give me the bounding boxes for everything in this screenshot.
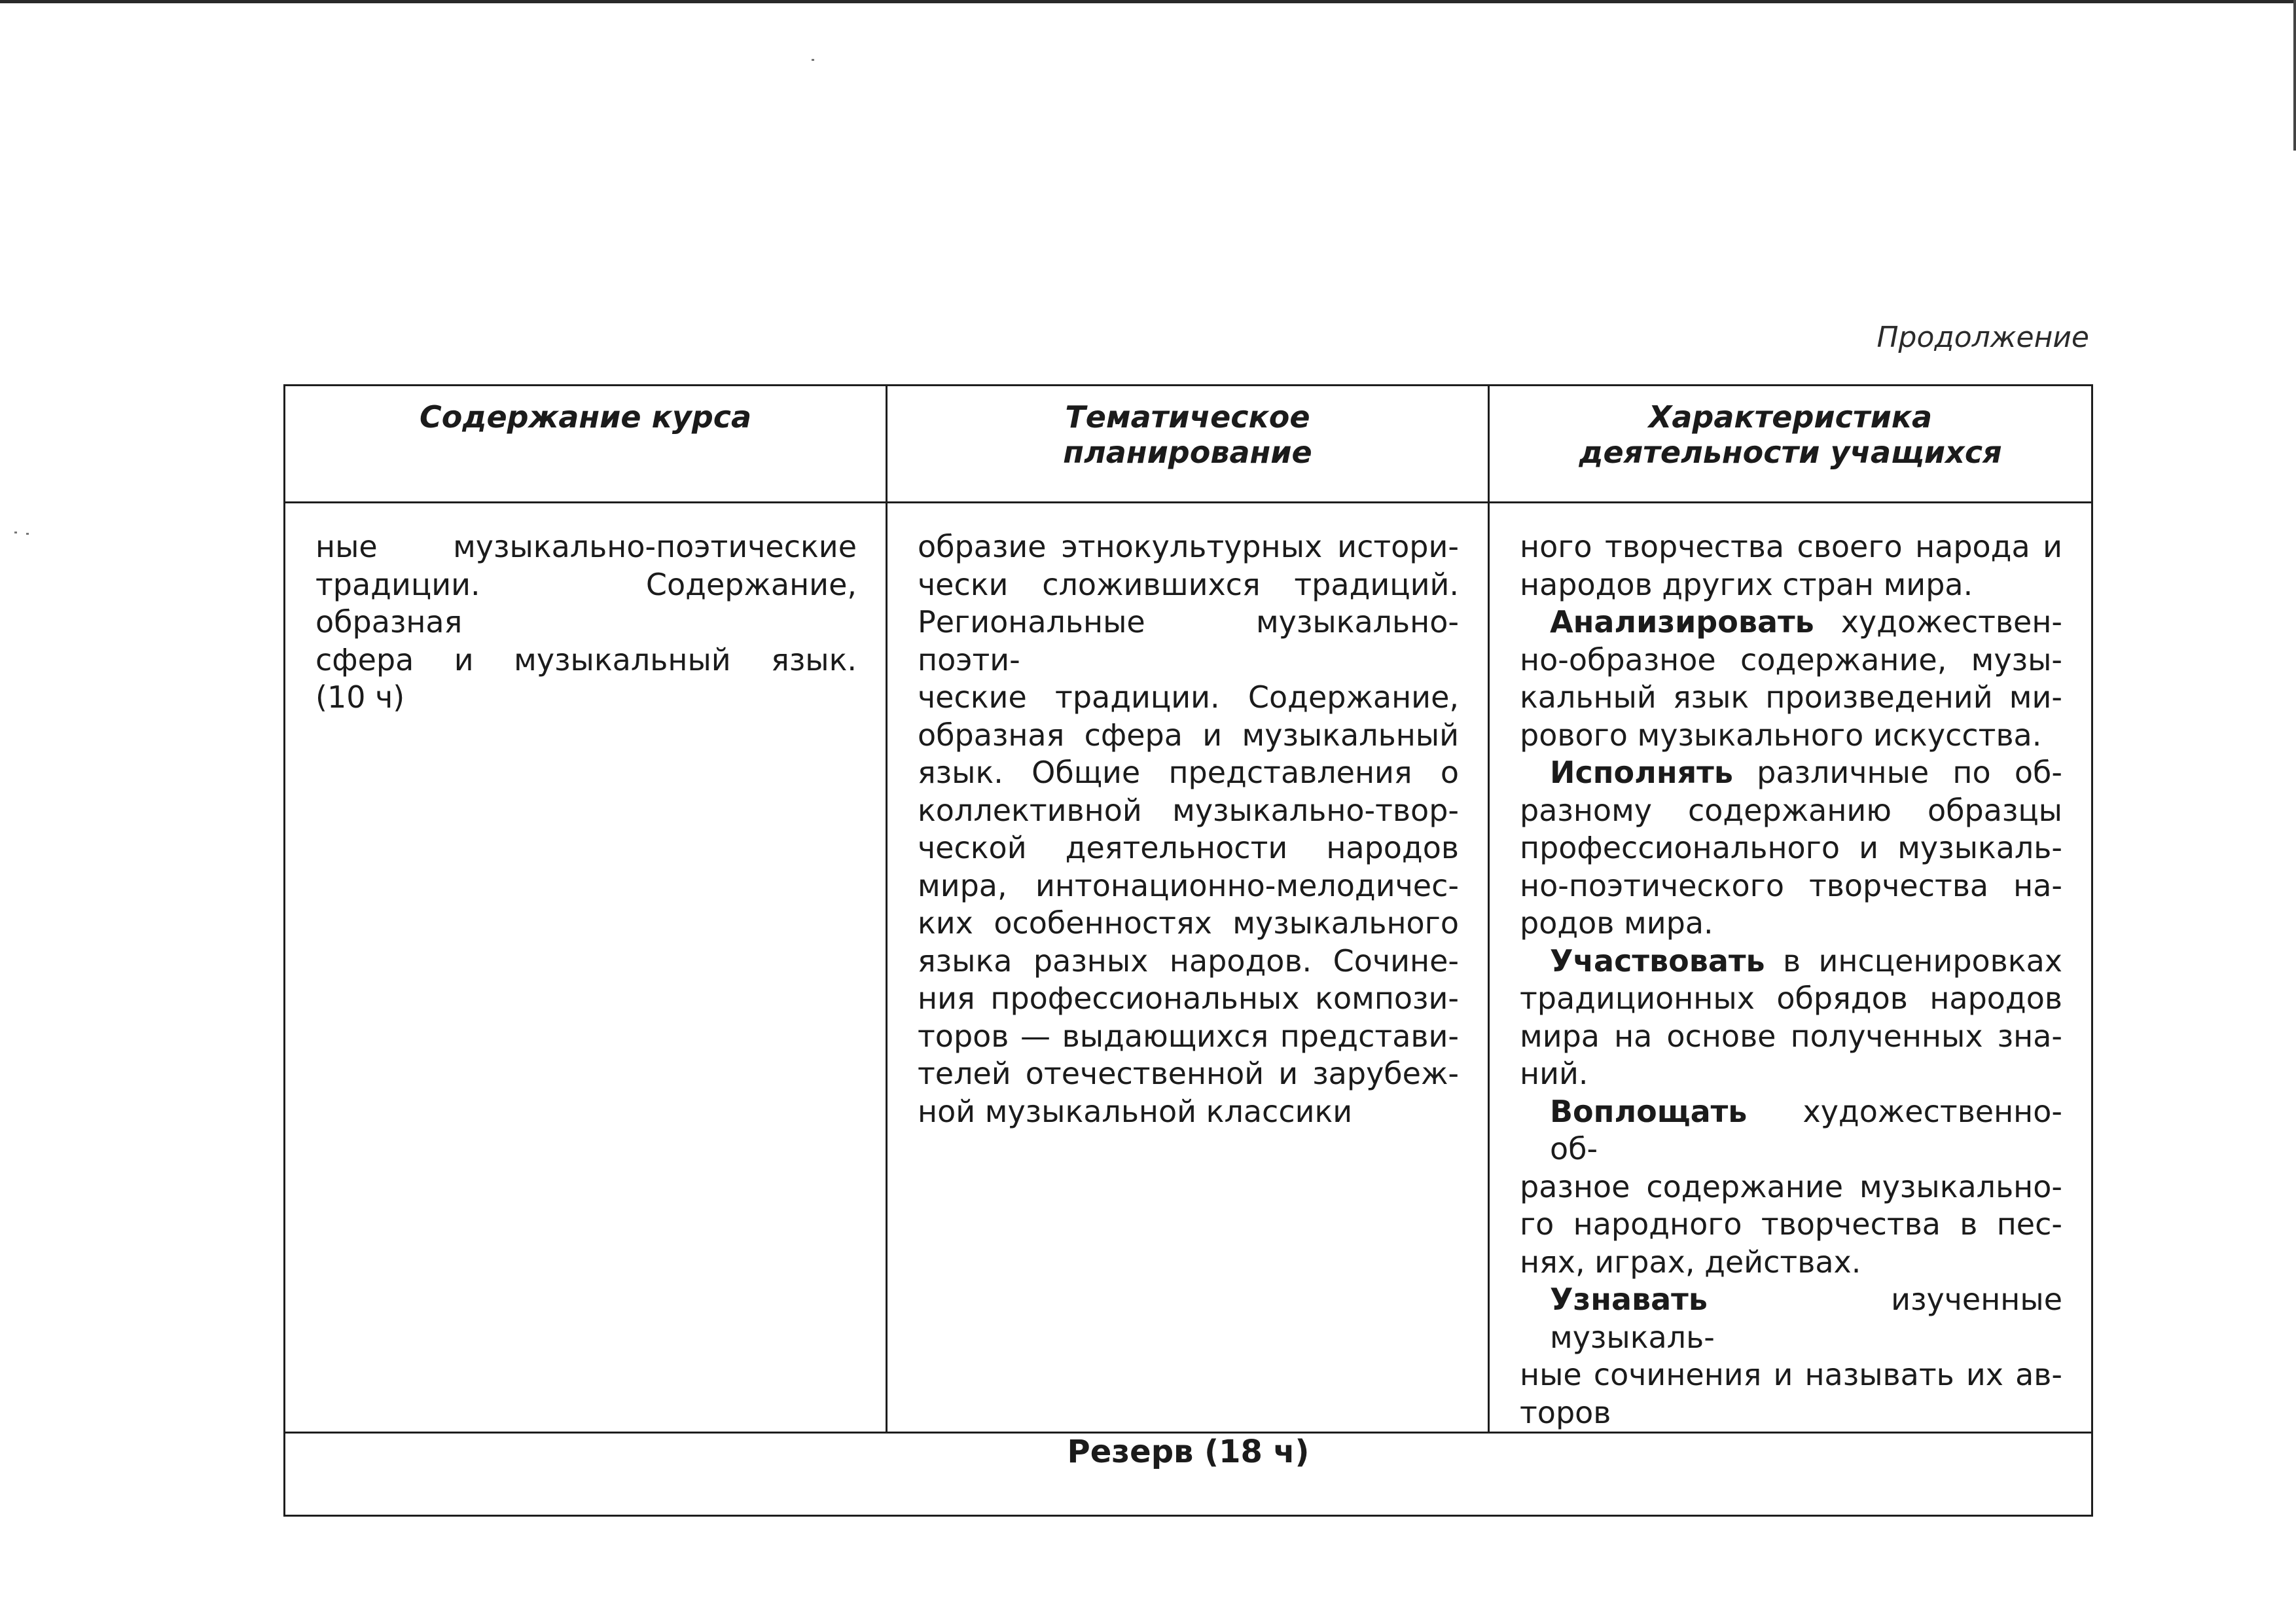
activity-paragraph-first-line <box>1520 604 2062 641</box>
table-reserve-row <box>285 1433 2092 1516</box>
header-student-activity <box>1489 386 2092 503</box>
activity-verb: Участвовать <box>1550 943 1765 979</box>
text-line: (10 ч) <box>315 679 405 715</box>
course-table <box>283 384 2093 1517</box>
activity-verb: Воплощать <box>1550 1093 1748 1129</box>
text-line: ческой деятельности народов <box>918 830 1459 865</box>
thematic-planning-cell <box>887 503 1489 1433</box>
text-line: народов других стран мира. <box>1520 566 1973 602</box>
text-line: образие этнокультурных истори- <box>918 529 1459 564</box>
text-line: мира на основе полученных зна- <box>1520 1018 2062 1054</box>
text-line: разное содержание музыкально- <box>1520 1168 2062 1204</box>
activity-paragraph-first-line <box>1520 754 2062 792</box>
text-line: ные сочинения и называть их ав- <box>1520 1357 2062 1392</box>
text-line: язык. Общие представления о <box>918 755 1459 790</box>
activity-text: изученные музыкаль- <box>1550 1282 2062 1355</box>
activity-text: художествен- <box>1840 604 2062 640</box>
scan-speck <box>14 532 17 533</box>
text-line: разному содержанию образцы <box>1520 792 2062 828</box>
activity-paragraph-first-line <box>1520 1281 2062 1356</box>
activity-text: различные по об- <box>1757 755 2063 790</box>
header-course-content-line: Содержание курса <box>419 399 752 435</box>
course-content-cell <box>285 503 887 1433</box>
text-line: традиционных обрядов народов <box>1520 981 2062 1016</box>
text-line: торов — выдающихся представи- <box>918 1018 1459 1054</box>
header-student-activity-line: деятельности учащихся <box>1579 435 2002 470</box>
header-course-content <box>285 386 887 503</box>
text-line: родов мира. <box>1520 905 1713 941</box>
text-line: ний. <box>1520 1056 1588 1091</box>
student-activity-cell <box>1489 503 2092 1433</box>
text-line: кальный язык произведений ми- <box>1520 679 2062 715</box>
text-line: нях, играх, действах. <box>1520 1244 1861 1280</box>
text-line: но-поэтического творчества на- <box>1520 867 2062 903</box>
text-line: но-образное содержание, музы- <box>1520 641 2062 677</box>
text-line: ной музыкальной классики <box>918 1093 1353 1129</box>
reserve-hours: Резерв (18 ч) <box>285 1433 2092 1516</box>
text-line: профессионального и музыкаль- <box>1520 830 2062 865</box>
activity-text: художественно-об- <box>1550 1093 2062 1166</box>
header-thematic-planning <box>887 386 1489 503</box>
scan-edge-right <box>2293 0 2296 151</box>
header-thematic-planning-line: планирование <box>1063 435 1312 470</box>
activity-verb: Узнавать <box>1550 1282 1708 1317</box>
text-line: ких особенностях музыкального <box>918 905 1459 941</box>
text-line: телей отечественной и зарубеж- <box>918 1056 1459 1091</box>
activity-paragraph-first-line <box>1520 943 2062 981</box>
table-header-row <box>285 386 2092 503</box>
scan-edge-top <box>0 0 2296 3</box>
text-line: мира, интонационно-мелодичес- <box>918 867 1459 903</box>
text-line: го народного творчества в пес- <box>1520 1206 2062 1242</box>
text-line: ного творчества своего народа и <box>1520 529 2062 564</box>
header-thematic-planning-line: Тематическое <box>1065 399 1310 435</box>
text-line: традиции. Содержание, образная <box>315 566 857 640</box>
header-student-activity-line: Характеристика <box>1648 399 1933 435</box>
activity-paragraph-first-line <box>1520 1093 2062 1168</box>
text-line: коллективной музыкально-твор- <box>918 792 1459 828</box>
text-line: торов <box>1520 1394 1611 1430</box>
activity-verb: Исполнять <box>1550 755 1733 790</box>
activity-text: в инсценировках <box>1783 943 2062 979</box>
text-line: рового музыкального искусства. <box>1520 717 2042 753</box>
scan-speck <box>812 59 814 61</box>
scan-speck <box>26 533 29 535</box>
text-line: языка разных народов. Сочине- <box>918 943 1459 979</box>
text-line: ные музыкально-поэтические <box>315 529 857 564</box>
text-line: ческие традиции. Содержание, <box>918 679 1459 715</box>
activity-verb: Анализировать <box>1550 604 1814 640</box>
table-body-row <box>285 503 2092 1433</box>
text-line: образная сфера и музыкальный <box>918 717 1459 753</box>
text-line: чески сложившихся традиций. <box>918 566 1459 602</box>
text-line: ния профессиональных компози- <box>918 981 1459 1016</box>
text-line: сфера и музыкальный язык. <box>315 641 857 677</box>
text-line: Региональные музыкально-поэти- <box>918 604 1459 677</box>
running-head: Продолжение <box>1876 321 2089 354</box>
